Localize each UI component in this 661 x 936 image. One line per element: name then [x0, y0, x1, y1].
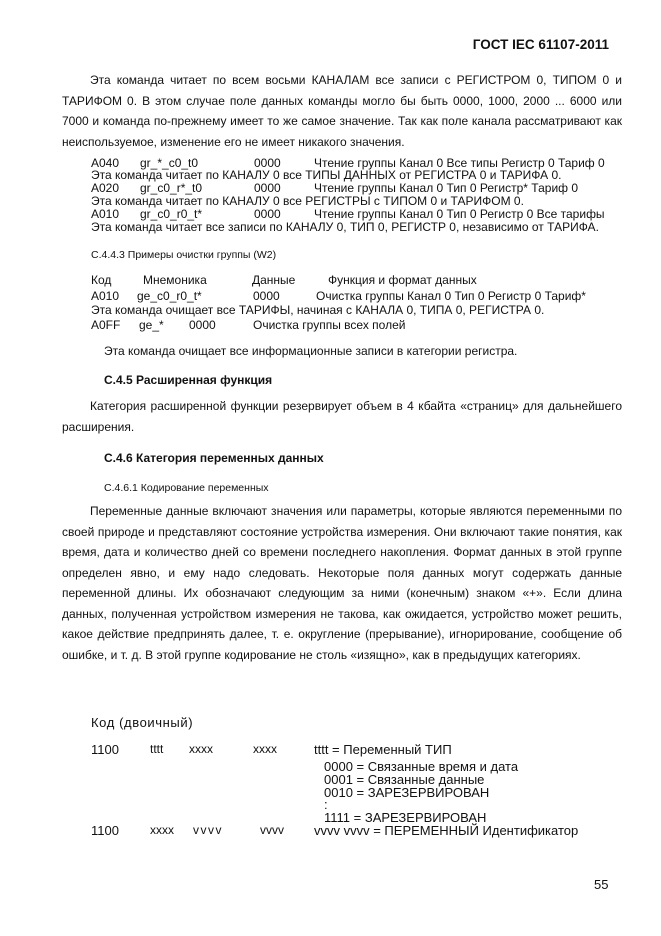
cmd-mnemonic: gr_c0_r0_t*	[140, 207, 203, 221]
column-header: Функция и формат данных	[328, 273, 477, 287]
code-meaning: tttt = Переменный ТИП	[314, 742, 452, 757]
code-value-item: 0001 = Связанные данные	[324, 772, 485, 787]
row-data: 0000	[189, 318, 216, 332]
row-code: A010	[91, 289, 120, 303]
row-data: 0000	[253, 289, 280, 303]
paragraph-read-all-channels: Эта команда читает по всем восьми КАНАЛАМ все записи с РЕГИСТРОМ 0, ТИПОМ 0 и ТАРИФОМ 0. В этом случае поле данных команды могло бы быть 0000, 1000, 2000 ... 6000 или 7000 и команда по-прежнему имеет то же самое значение. Так как поле канала рассматривают как неиспользуемое, изменение его не имеет никакого значения.	[62, 73, 622, 149]
paragraph-extended-function: Категория расширенной функции резервирует объем в 4 кбайта «страниц» для дальнейшего расширения.	[62, 399, 622, 434]
cmd-description: Чтение группы Канал 0 Тип 0 Регистр* Тариф 0	[314, 181, 579, 195]
row-description: Очистка группы Канал 0 Тип 0 Регистр 0 Тариф*	[316, 289, 586, 303]
cmd-mnemonic: gr_*_c0_t0	[140, 156, 199, 170]
row-note: Эта команда очищает все ТАРИФЫ, начиная с КАНАЛА 0, ТИПА 0, РЕГИСТРА 0.	[91, 303, 545, 317]
code-bits: xxxx	[150, 823, 174, 837]
code-bits: 1100	[91, 742, 119, 757]
page-number: 55	[594, 877, 609, 892]
section-heading-c4461: С.4.6.1 Кодирование переменных	[104, 482, 269, 494]
section-heading-c443: С.4.4.3 Примеры очистки группы (W2)	[91, 249, 277, 261]
code-bits: 1100	[91, 823, 119, 838]
code-value-item: 0010 = ЗАРЕЗЕРВИРОВАН	[324, 785, 490, 800]
code-bits: vvvv	[193, 823, 223, 837]
section-heading-c46: С.4.6 Категория переменных данных	[104, 451, 324, 465]
row-mnemonic: ge_*	[139, 318, 164, 332]
section-heading-c45: С.4.5 Расширенная функция	[104, 373, 273, 387]
cmd-mnemonic: gr_c0_r*_t0	[140, 181, 203, 195]
code-value-item: 0000 = Связанные время и дата	[324, 759, 519, 774]
paragraph-variable-data: Переменные данные включают значения или параметры, которые являются переменными по своей природе и представляют состояние устройства измерения. Они включают такие понятия, как время, дата и количество дней со времени последнего накопления. Формат данных в этой группе определен явно, и ему надо следовать. Некоторые поля данных могут содержать данные переменной длины. Их обозначают следующим за ними (конечным) знаком «+». Если длина данных, полученная устройством измерения не такова, как ожидается, устройство может решить, какое действие предпринять далее, т. е. округление (прерывание), игнорирование, сообщение об ошибке, и т. д. В этой группе кодирование не столь «изящно», как в предыдущих категориях.	[62, 504, 622, 662]
code-binary-title: Код (двоичный)	[91, 715, 194, 730]
cmd-data: 0000	[254, 207, 281, 221]
column-header: Код	[91, 273, 112, 287]
cmd-data: 0000	[254, 156, 281, 170]
code-meaning: vvvv vvvv = ПЕРЕМЕННЫЙ Идентификатор	[314, 823, 579, 838]
column-header: Мнемоника	[143, 273, 207, 287]
page-header: ГОСТ IEC 61107-2011	[472, 37, 609, 52]
row-code: A0FF	[91, 318, 121, 332]
code-value-item: 1111 = ЗАРЕЗЕРВИРОВАН	[324, 810, 487, 825]
cmd-note: Эта команда читает все записи по КАНАЛУ 0, ТИП 0, РЕГИСТР 0, независимо от ТАРИФА.	[91, 220, 599, 234]
cmd-description: Чтение группы Канал 0 Тип 0 Регистр 0 Все тарифы	[314, 207, 605, 221]
code-bits: xxxx	[253, 742, 277, 756]
cmd-code: A010	[91, 207, 120, 221]
cmd-note: Эта команда читает по КАНАЛУ 0 все ТИПЫ ДАННЫХ от РЕГИСТРА 0 и ТАРИФА 0.	[91, 168, 562, 182]
code-value-ellipsis: :	[324, 797, 328, 812]
column-header: Данные	[252, 273, 296, 287]
cmd-description: Чтение группы Канал 0 Все типы Регистр 0 Тариф 0	[314, 156, 605, 170]
cmd-code: A040	[91, 156, 120, 170]
code-bits: xxxx	[189, 742, 213, 756]
cmd-data: 0000	[254, 181, 281, 195]
row-mnemonic: ge_c0_r0_t*	[137, 289, 202, 303]
cmd-note: Эта команда читает по КАНАЛУ 0 все РЕГИСТРЫ с ТИПОМ 0 и ТАРИФОМ 0.	[91, 194, 524, 208]
paragraph-clear-note: Эта команда очищает все информационные записи в категории регистра.	[104, 344, 518, 358]
cmd-code: A020	[91, 181, 120, 195]
code-bits: tttt	[150, 742, 164, 756]
row-description: Очистка группы всех полей	[253, 318, 406, 332]
code-bits: vvvv	[260, 823, 284, 837]
